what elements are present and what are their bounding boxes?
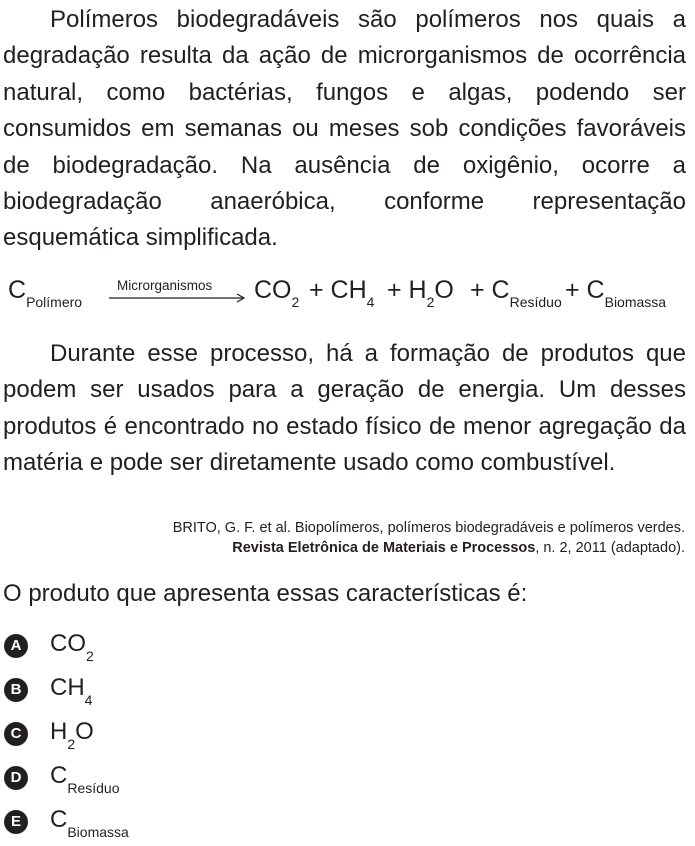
eq-h2o: + $H_2O$: [387, 276, 454, 310]
option-e-badge-icon: E: [4, 810, 28, 834]
option-d-text: $C_{Resíduo}$: [50, 762, 120, 796]
eq-ch4: + $CH_4$: [309, 276, 375, 310]
arrow-icon: [109, 293, 247, 303]
question-stem: O produto que apresenta essas características é:: [3, 580, 528, 607]
citation-line2: Revista Eletrônica de Materiais e Processos, n. 2, 2011 (adaptado).: [232, 540, 685, 556]
second-paragraph: Durante esse processo, há a formação de produtos que podem ser usados para a geração de energia. Um desses produtos é encontrado no estado físico de menor agregação da matéria e pode ser diretamente usado como combustível.: [3, 340, 686, 477]
option-e-text: $C_{Biomassa}$: [50, 806, 129, 840]
option-b-text: $CH_4$: [50, 674, 93, 708]
option-d-badge-icon: D: [4, 766, 28, 790]
option-c-badge-icon: C: [4, 722, 28, 746]
eq-reactant: $C_{Polímero}$: [8, 276, 83, 310]
citation: [173, 518, 685, 558]
intro-paragraph: Polímeros biodegradáveis são polímeros nos quais a degradação resulta da ação de microrganismos de ocorrência natural, como bactérias, fungos e algas, podendo ser consumidos em semanas ou meses sob condições favoráveis de biodegradação. Na ausência de oxigênio, ocorre a biodegradação anaeróbica, conforme representação esquemática simplificada.: [3, 6, 686, 252]
journal-title: Revista Eletrônica de Materiais e Processos: [232, 540, 536, 556]
option-a-badge-icon: A: [4, 634, 28, 658]
eq-co2: $CO_2$: [254, 276, 300, 310]
eq-biomassa: + $C_{Biomassa}$: [565, 276, 667, 310]
citation-line1: BRITO, G. F. et al. Biopolímeros, polímeros biodegradáveis e polímeros verdes.: [172, 520, 685, 536]
eq-residuo: + $C_{Resíduo}$: [470, 276, 562, 310]
chemical-equation: [8, 276, 688, 316]
option-b-badge-icon: B: [4, 678, 28, 702]
option-a-text: $CO_2$: [50, 630, 94, 664]
arrow-label: Microrganismos: [117, 278, 213, 293]
reaction-arrow: [109, 276, 247, 306]
option-c-text: $H_2O$: [50, 718, 94, 752]
